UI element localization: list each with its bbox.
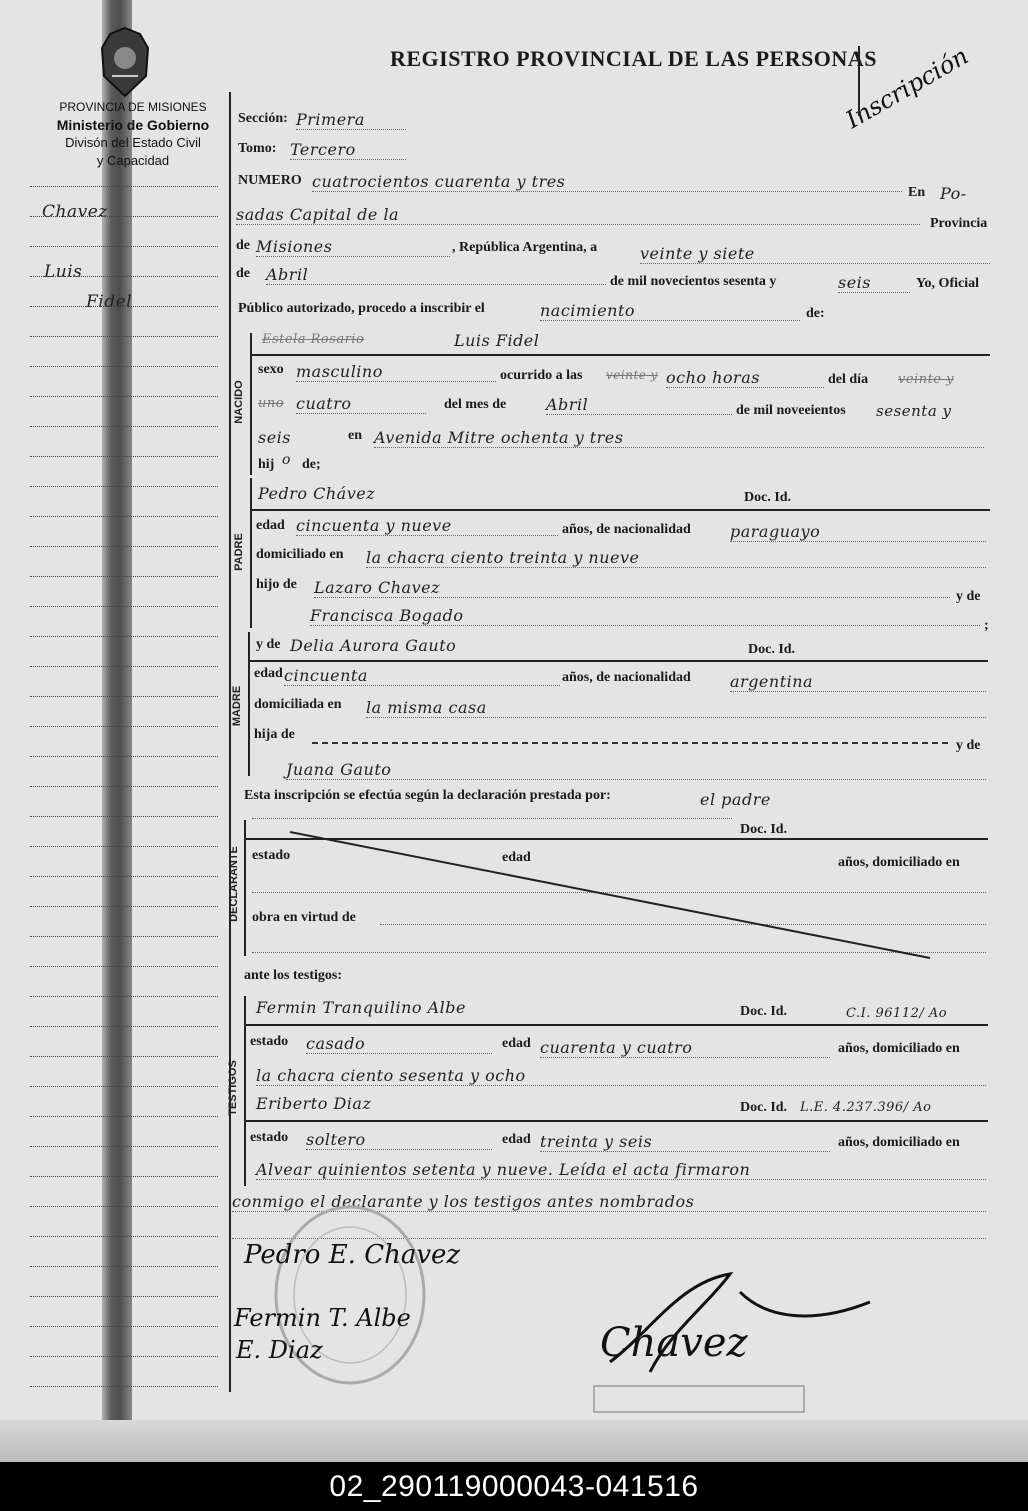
margin-line: [30, 816, 218, 817]
org-province: PROVINCIA DE MISIONES: [59, 100, 207, 114]
margin-line: [30, 1296, 218, 1297]
month-birth-value: Abril: [546, 395, 732, 415]
hij-value: o: [282, 452, 291, 468]
mes-label: del mes de: [444, 397, 507, 412]
margin-line: [30, 996, 218, 997]
margin-line: [30, 426, 218, 427]
margin-line: [30, 726, 218, 727]
father-yde-label: y de: [956, 589, 981, 604]
official-label: Yo, Oficial: [916, 276, 979, 291]
witness1-edad-label: edad: [502, 1036, 531, 1051]
margin-line: [30, 1266, 218, 1267]
numero-label: NUMERO: [238, 173, 302, 188]
year-birth-value: sesenta y: [876, 402, 952, 420]
org-ministry: Ministerio de Gobierno: [56, 117, 210, 133]
witness2-edad-value: treinta y seis: [540, 1132, 830, 1152]
margin-line: [30, 306, 218, 307]
publico-label: Público autorizado, procedo a inscribir el: [238, 301, 485, 316]
margin-line: [30, 756, 218, 757]
witness1-doc-value: C.I. 96112/ Ao: [846, 1006, 948, 1021]
margin-line: [30, 276, 218, 277]
struck-name: Estela Rosario: [262, 332, 365, 347]
page-bottom-edge: [0, 1420, 1028, 1462]
en-value: Po-: [940, 184, 967, 203]
padre-border: [250, 478, 252, 628]
rule: [248, 660, 988, 662]
margin-line: [30, 576, 218, 577]
maternal-grandmother: Juana Gauto: [286, 760, 986, 780]
signature-witness-2: E. Diaz: [236, 1336, 323, 1364]
witness1-domicile: la chacra ciento sesenta y ocho: [256, 1066, 986, 1086]
father-dom-label: domiciliado en: [256, 547, 344, 562]
rule: [250, 509, 990, 511]
margin-line: [30, 1206, 218, 1207]
padre-section-label: PADRE: [233, 533, 245, 571]
org-capacity: y Capacidad: [96, 153, 170, 168]
margin-line: [30, 906, 218, 907]
cancellation-stroke: [250, 830, 950, 962]
father-doc-label: Doc. Id.: [744, 490, 792, 505]
margin-line: [30, 366, 218, 367]
signature-father: Pedro E. Chavez: [244, 1240, 461, 1270]
mother-nationality: argentina: [730, 672, 986, 692]
anio-label: de mil noveeientos: [736, 403, 846, 418]
day-value: veinte y siete: [640, 244, 990, 264]
inscription-stamp: Inscripción: [841, 41, 973, 135]
margin-line: [30, 1146, 218, 1147]
issuing-office: [18, 98, 248, 170]
rule: [250, 354, 990, 356]
day-struck: veinte y: [898, 372, 954, 387]
hour-struck: veinte y: [606, 368, 658, 382]
official-signature-flourish: [590, 1262, 890, 1392]
margin-line: [30, 1056, 218, 1057]
archive-id-strip: 02_290119000043-041516: [0, 1462, 1028, 1511]
margin-line: [30, 216, 218, 217]
margin-line: [30, 966, 218, 967]
margin-line: [30, 456, 218, 457]
declarant-value: el padre: [700, 790, 771, 809]
declarant-anios-label: años, domiciliado en: [838, 855, 960, 870]
margin-line: [30, 1116, 218, 1117]
mother-age: cincuenta: [284, 666, 560, 686]
declarante-section-label: DECLARANTE: [228, 846, 240, 922]
year-birth-value-2: seis: [258, 428, 292, 447]
mother-domicile: la misma casa: [366, 698, 986, 718]
closing-line-1: Alvear quinientos setenta y nueve. Leída el acta firmaron: [256, 1160, 986, 1180]
rule: [244, 1120, 988, 1122]
witness1-name: Fermin Tranquilino Albe: [256, 998, 466, 1017]
org-division: Divisón del Estado Civil: [65, 135, 201, 150]
witness2-doc-label: Doc. Id.: [740, 1100, 788, 1115]
mother-hija-label: hija de: [254, 727, 295, 742]
madre-border: [248, 632, 250, 776]
margin-line: [30, 1236, 218, 1237]
mother-doc-label: Doc. Id.: [748, 642, 796, 657]
margin-line: [30, 876, 218, 877]
de-label: de: [236, 238, 250, 253]
tomo-value: Tercero: [290, 140, 406, 160]
main-border-line: [229, 92, 231, 1392]
seccion-label: Sección:: [238, 111, 288, 126]
witness1-estado-label: estado: [250, 1034, 289, 1049]
republica-label: , República Argentina, a: [452, 240, 598, 255]
margin-line: [30, 1176, 218, 1177]
provincia-label: Provincia: [930, 216, 988, 231]
witness1-estado-value: casado: [306, 1034, 492, 1054]
father-nac-label: años, de nacionalidad: [562, 522, 691, 537]
child-name: Luis Fidel: [454, 331, 540, 350]
mother-nac-label: años, de nacionalidad: [562, 670, 691, 685]
witnesses-intro-label: ante los testigos:: [244, 968, 342, 983]
margin-line: [30, 936, 218, 937]
margin-line: [30, 1086, 218, 1087]
margin-line: [30, 1026, 218, 1027]
mother-parent-blank: [312, 742, 948, 744]
nacido-section-label: NACIDO: [233, 380, 245, 424]
act-value: nacimiento: [540, 301, 800, 321]
witness2-estado-value: soltero: [306, 1130, 492, 1150]
ocurrido-label: ocurrido a las: [500, 368, 583, 383]
rule: [244, 1024, 988, 1026]
sexo-value: masculino: [296, 362, 496, 382]
margin-line: [30, 1386, 218, 1387]
declarante-border: [244, 820, 246, 956]
witness1-doc-label: Doc. Id.: [740, 1004, 788, 1019]
tomo-label: Tomo:: [238, 141, 277, 156]
declarant-obra-label: obra en virtud de: [252, 910, 356, 925]
margin-line: [30, 786, 218, 787]
mother-name: Delia Aurora Gauto: [290, 636, 457, 655]
hij-label: hij: [258, 457, 275, 472]
madre-section-label: MADRE: [231, 685, 243, 727]
declarant-edad-label: edad: [502, 850, 531, 865]
margin-line: [30, 636, 218, 637]
margin-line: [30, 846, 218, 847]
del-dia-label: del día: [828, 372, 869, 387]
father-edad-label: edad: [256, 518, 285, 533]
margin-surname: Chavez: [42, 202, 108, 222]
mother-yde-label: y de: [256, 637, 281, 652]
page-title: REGISTRO PROVINCIAL DE LAS PERSONAS: [390, 46, 877, 71]
declarant-intro-label: Esta inscripción se efectúa según la declaración prestada por:: [244, 788, 611, 803]
year-label: de mil novecientos sesenta y: [610, 274, 777, 289]
closing-line-2: conmigo el declarante y los testigos antes nombrados: [232, 1192, 986, 1212]
coat-of-arms-icon: [92, 24, 158, 102]
margin-second-name: Fidel: [86, 292, 133, 312]
testigos-section-label: TESTIGOS: [227, 1060, 239, 1116]
margin-line: [30, 246, 218, 247]
margin-line: [30, 186, 218, 187]
birth-place: Avenida Mitre ochenta y tres: [374, 428, 984, 448]
margin-line: [30, 606, 218, 607]
de3-label: de:: [806, 306, 825, 321]
witness1-anios-label: años, domiciliado en: [838, 1041, 960, 1056]
mother-dom-label: domiciliada en: [254, 697, 342, 712]
margin-line: [30, 486, 218, 487]
margin-line: [30, 516, 218, 517]
province-value: Misiones: [256, 237, 450, 257]
witness2-edad-label: edad: [502, 1132, 531, 1147]
margin-first-name: Luis: [44, 262, 83, 282]
en-label: En: [908, 185, 926, 200]
paternal-grandfather: Lazaro Chavez: [314, 578, 950, 598]
witness2-doc-value: L.E. 4.237.396/ Ao: [800, 1100, 932, 1115]
father-nationality: paraguayo: [730, 522, 986, 542]
en-birth-label: en: [348, 428, 362, 443]
father-semicolon: ;: [984, 618, 989, 633]
seccion-value: Primera: [296, 110, 406, 130]
declarant-name-blank: [252, 818, 732, 819]
paternal-grandmother: Francisca Bogado: [310, 606, 980, 626]
month-value: Abril: [266, 265, 606, 285]
day-value: cuatro: [296, 394, 426, 414]
de2-label: de: [236, 266, 250, 281]
margin-line: [30, 696, 218, 697]
father-name: Pedro Chávez: [258, 484, 376, 503]
hour-value: ocho horas: [666, 368, 824, 388]
city-value: sadas Capital de la: [236, 205, 920, 225]
year-value: seis: [838, 273, 910, 293]
witness2-name: Eriberto Diaz: [256, 1094, 372, 1113]
signature-witness-1: Fermin T. Albe: [234, 1304, 411, 1332]
margin-line: [30, 666, 218, 667]
margin-line: [30, 546, 218, 547]
margin-line: [30, 1356, 218, 1357]
mother-edad-label: edad: [254, 666, 283, 681]
stamp-bracket: [858, 46, 860, 116]
margin-line: [30, 396, 218, 397]
witness2-estado-label: estado: [250, 1130, 289, 1145]
margin-line: [30, 336, 218, 337]
day-struck-2: uno: [258, 396, 285, 411]
mother-yde2-label: y de: [956, 738, 981, 753]
hij-de-label: de;: [302, 457, 321, 472]
declarant-estado-label: estado: [252, 848, 291, 863]
father-domicile: la chacra ciento treinta y nueve: [366, 548, 986, 568]
father-age: cincuenta y nueve: [296, 516, 558, 536]
signature-official: Chavez: [600, 1320, 748, 1366]
declarant-doc-label: Doc. Id.: [740, 822, 788, 837]
witness1-edad-value: cuarenta y cuatro: [540, 1038, 830, 1058]
witness2-anios-label: años, domiciliado en: [838, 1135, 960, 1150]
numero-value: cuatrocientos cuarenta y tres: [312, 172, 902, 192]
father-hijo-label: hijo de: [256, 577, 297, 592]
sexo-label: sexo: [258, 362, 284, 377]
margin-line: [30, 1326, 218, 1327]
